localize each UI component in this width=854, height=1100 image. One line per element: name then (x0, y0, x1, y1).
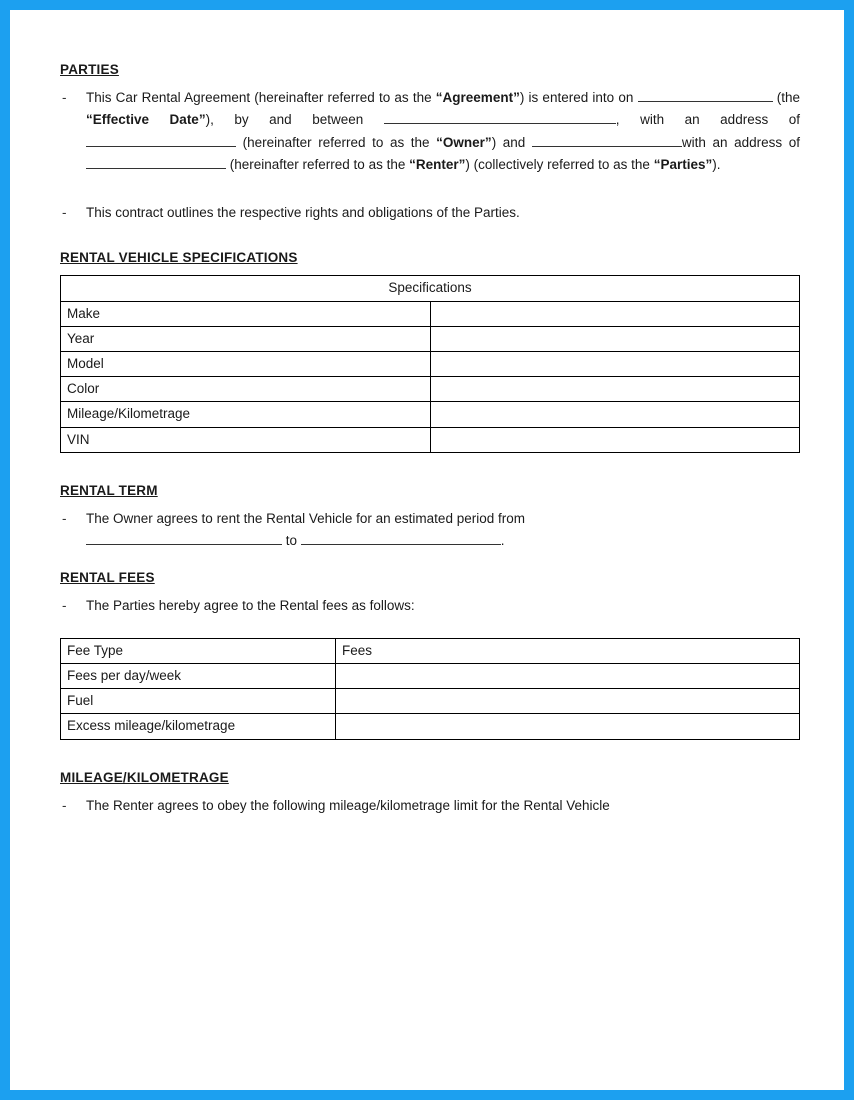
spacer-before-fees (60, 556, 800, 570)
spacer-parties (60, 180, 800, 202)
section-vehicle-specifications (60, 250, 800, 453)
table-row (61, 714, 800, 739)
spec-label-year: Year (61, 326, 431, 351)
section-parties (60, 62, 800, 224)
parties-term-effective-date: “Effective Date” (86, 112, 206, 128)
blank-term-end-date[interactable] (301, 531, 501, 545)
table-row-header (61, 276, 800, 301)
specifications-table-title: Specifications (61, 276, 800, 301)
blank-effective-date[interactable] (638, 88, 773, 102)
parties-term-renter: “Renter” (409, 156, 466, 172)
parties-term-agreement: “Agreement” (435, 90, 520, 105)
spec-label-mileage: Mileage/Kilometrage (61, 402, 431, 427)
spec-value-model[interactable] (430, 351, 800, 376)
parties-text-4: ), by and between (205, 112, 384, 128)
blank-owner-address[interactable] (86, 133, 236, 147)
parties-text-2: ) is entered into on (519, 90, 638, 105)
rental-term-text-2: to (282, 533, 301, 549)
spacer-before-term (60, 453, 800, 483)
parties-text-9: (hereinafter referred to as the (226, 156, 410, 172)
spec-value-make[interactable] (430, 301, 800, 326)
section-heading-rental-fees: RENTAL FEES (60, 570, 155, 586)
table-row (61, 377, 800, 402)
rental-fees-bullet-1 (60, 595, 800, 617)
parties-paragraph-2: This contract outlines the respective rights and obligations of the Parties. (86, 205, 520, 221)
document-sheet (10, 10, 844, 1090)
table-row (61, 402, 800, 427)
rental-term-text-1: The Owner agrees to rent the Rental Vehicle for an estimated period from (86, 510, 525, 526)
spec-label-make: Make (61, 301, 431, 326)
section-heading-parties: PARTIES (60, 62, 119, 77)
table-row (61, 427, 800, 452)
parties-text-7: ) and (491, 134, 532, 150)
spec-label-model: Model (61, 351, 431, 376)
section-mileage (60, 770, 800, 817)
parties-text-6: (hereinafter referred to as the (236, 134, 437, 150)
spec-label-color: Color (61, 377, 431, 402)
blank-term-start-date[interactable] (86, 531, 282, 545)
rental-fees-paragraph: The Parties hereby agree to the Rental fees as follows: (86, 598, 415, 614)
rental-term-bullet-1 (60, 508, 800, 553)
rental-term-text-3: . (500, 533, 505, 549)
fee-label-per-day-week: Fees per day/week (61, 663, 336, 688)
parties-term-owner: “Owner” (436, 134, 492, 150)
section-heading-rental-term: RENTAL TERM (60, 482, 158, 498)
fees-table (60, 638, 800, 740)
mileage-paragraph: The Renter agrees to obey the following mileage/kilometrage limit for the Rental Vehicle (86, 797, 610, 813)
fees-header-fees: Fees (336, 638, 800, 663)
parties-text-8: with an address of (681, 134, 801, 150)
section-heading-mileage: MILEAGE/KILOMETRAGE (60, 769, 229, 785)
fee-value-fuel[interactable] (336, 689, 800, 714)
parties-text-3: (the (772, 90, 800, 105)
spec-value-mileage[interactable] (430, 402, 800, 427)
table-row (61, 689, 800, 714)
table-row (61, 326, 800, 351)
fee-label-excess-mileage: Excess mileage/kilometrage (61, 714, 336, 739)
parties-text-11: ). (712, 156, 721, 172)
specifications-table (60, 275, 800, 453)
spec-value-year[interactable] (430, 326, 800, 351)
spec-label-vin: VIN (61, 427, 431, 452)
fee-label-fuel: Fuel (61, 689, 336, 714)
blank-renter-address[interactable] (86, 155, 226, 169)
table-row (61, 663, 800, 688)
table-row (61, 351, 800, 376)
parties-text-5: , with an address of (615, 112, 800, 128)
blank-renter-name[interactable] (532, 133, 682, 147)
fee-value-excess-mileage[interactable] (336, 714, 800, 739)
section-heading-vehicle-specifications: RENTAL VEHICLE SPECIFICATIONS (60, 250, 298, 266)
table-row (61, 301, 800, 326)
parties-term-parties: “Parties” (653, 156, 713, 172)
parties-text-1: This Car Rental Agreement (hereinafter referred to as the (86, 90, 436, 105)
bullet-dash: - (62, 598, 67, 614)
parties-bullet-1 (60, 87, 800, 176)
parties-paragraph-1 (86, 87, 800, 176)
table-row-header (61, 638, 800, 663)
fees-header-fee-type: Fee Type (61, 638, 336, 663)
mileage-bullet-1 (60, 795, 800, 817)
bullet-dash: - (62, 510, 67, 526)
spec-value-color[interactable] (430, 377, 800, 402)
blank-owner-name[interactable] (384, 110, 616, 124)
spec-value-vin[interactable] (430, 427, 800, 452)
fee-value-per-day-week[interactable] (336, 663, 800, 688)
spacer-before-specs (60, 228, 800, 250)
bullet-dash: - (62, 205, 67, 221)
parties-bullet-2 (60, 202, 800, 224)
rental-term-paragraph (86, 508, 800, 553)
section-rental-term (60, 483, 800, 553)
section-rental-fees (60, 570, 800, 739)
bullet-dash: - (62, 90, 67, 105)
spacer-fees-table (60, 622, 800, 636)
bullet-dash: - (62, 797, 67, 813)
parties-text-10: ) (collectively referred to as the (465, 156, 654, 172)
spacer-before-mileage (60, 740, 800, 770)
